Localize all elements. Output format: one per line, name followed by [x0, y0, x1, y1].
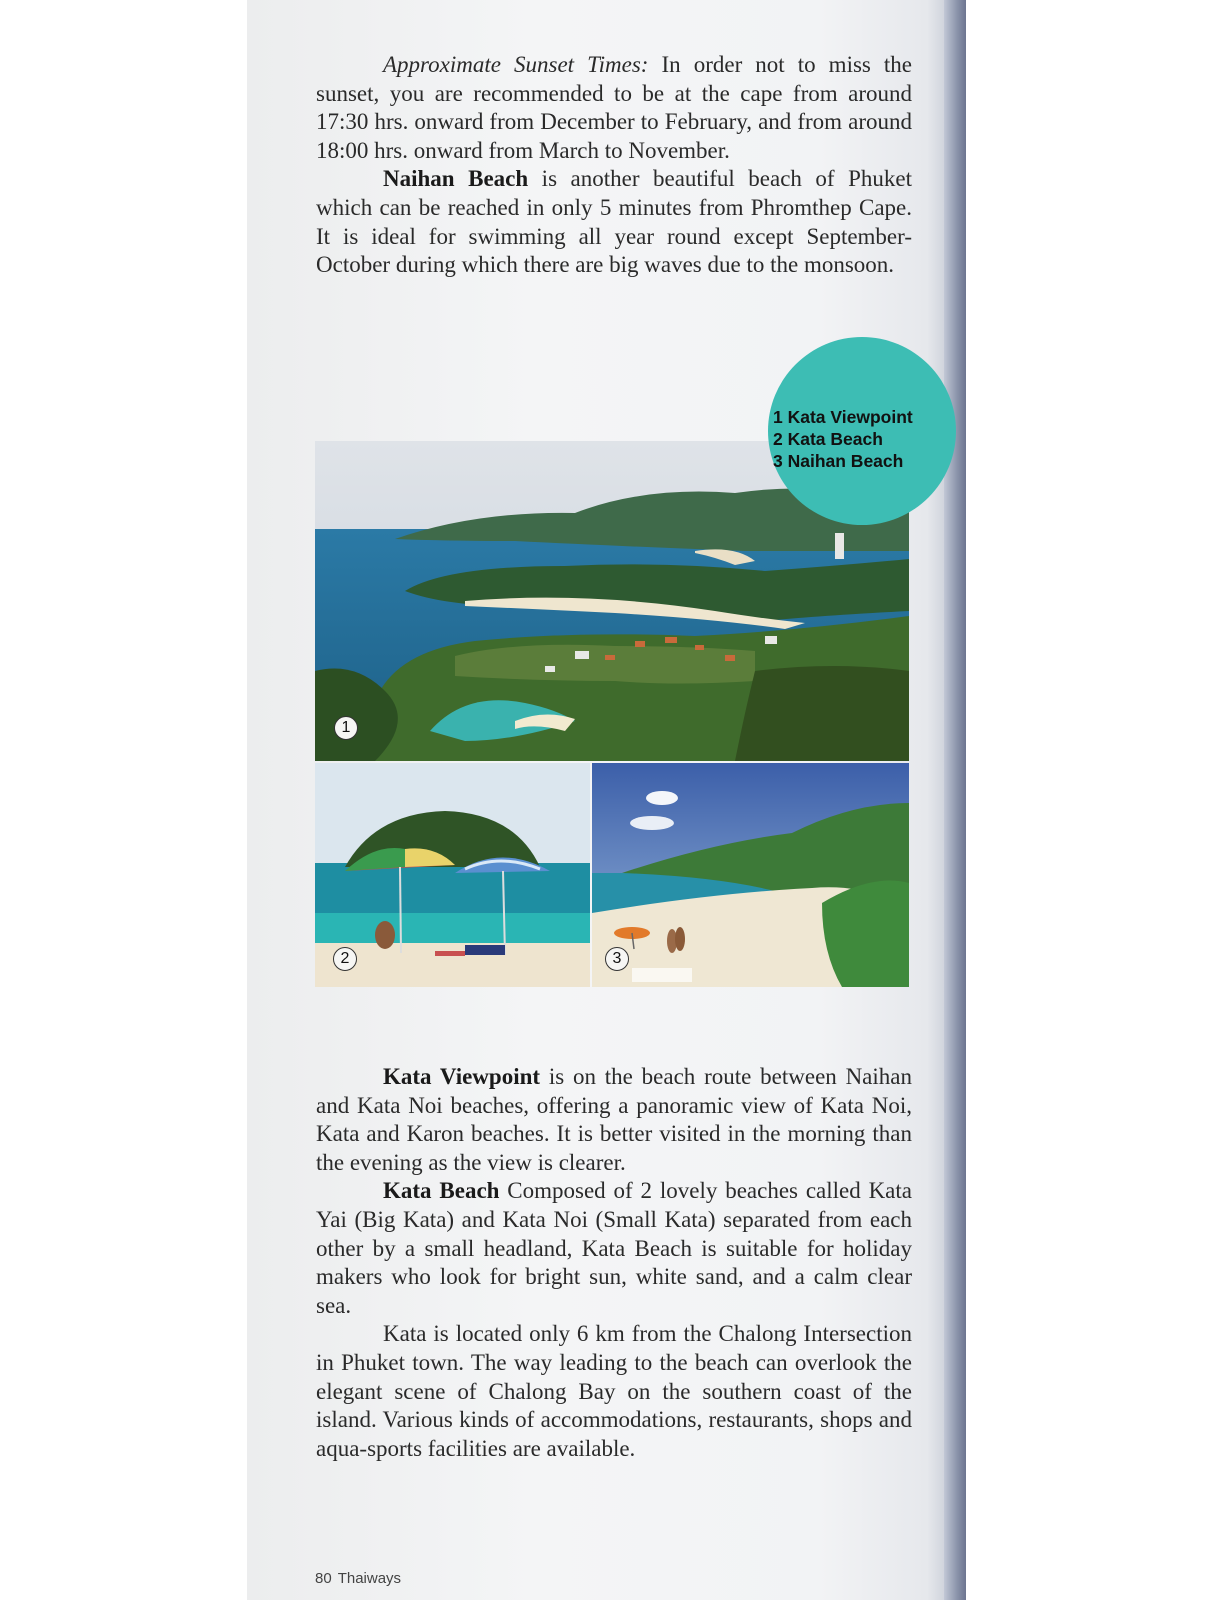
legend-item-2: 2 Kata Beach	[773, 429, 883, 449]
legend-item-3: 3 Naihan Beach	[773, 451, 904, 471]
photo-number-2: 2	[333, 947, 357, 971]
photo-number-1: 1	[334, 716, 358, 740]
kata-viewpoint-heading: Kata Viewpoint	[383, 1064, 541, 1089]
publication-name: Thaiways	[337, 1570, 402, 1587]
naihan-beach-heading: Naihan Beach	[383, 166, 529, 192]
paragraph-kata-beach	[316, 1177, 912, 1320]
page-number: 80	[315, 1570, 332, 1587]
page-footer	[315, 1570, 401, 1587]
article-text-bottom	[316, 1063, 912, 1463]
photo-naihan-beach	[592, 763, 909, 987]
kata-beach-body: Composed of 2 lovely beaches called Kata Yai (Big Kata) and Kata Noi (Small Kata) separated from each other by a small headland, Kata Beach is suitable for holiday makers who look for bright sun, white sand, and a calm clear sea.	[316, 1178, 912, 1318]
legend-item-1: 1 Kata Viewpoint	[773, 407, 913, 427]
kata-beach-heading: Kata Beach	[383, 1178, 500, 1204]
photo-kata-beach	[315, 763, 590, 987]
photo-number-3: 3	[605, 947, 629, 971]
kata-location-body: Kata is located only 6 km from the Chalong Intersection in Phuket town. The way leading to the beach can overlook the elegant scene of Chalong Bay on the southern coast of the island. Various kinds of accommodations, restaurants, shops and aqua-sports facilities are available.	[316, 1321, 912, 1461]
naihan-beach-body: is another beautiful beach of Phuket which can be reached in only 5 minutes from Phromthep Cape. It is ideal for swimming all year round except September-October during which there are big waves due to the monsoon.	[316, 166, 912, 278]
paragraph-kata-viewpoint	[316, 1063, 912, 1177]
page-spine	[944, 0, 966, 1600]
article-text-top	[316, 51, 912, 280]
paragraph-kata-location	[316, 1320, 912, 1463]
sunset-times-body: In order not to miss the sunset, you are recommended to be at the cape from around 17:30 hrs. onward from December to February, and from around 18:00 hrs. onward from March to November.	[316, 52, 913, 163]
kata-viewpoint-body: is on the beach route between Naihan and Kata Noi beaches, offering a panoramic view of Kata Noi, Kata and Karon beaches. It is better visited in the morning than the evening as the view is clearer.	[316, 1064, 912, 1175]
paragraph-naihan-beach	[316, 165, 912, 279]
paragraph-sunset-times	[316, 51, 912, 165]
sunset-times-heading: Approximate Sunset Times:	[383, 52, 649, 77]
photo-legend	[773, 406, 913, 472]
